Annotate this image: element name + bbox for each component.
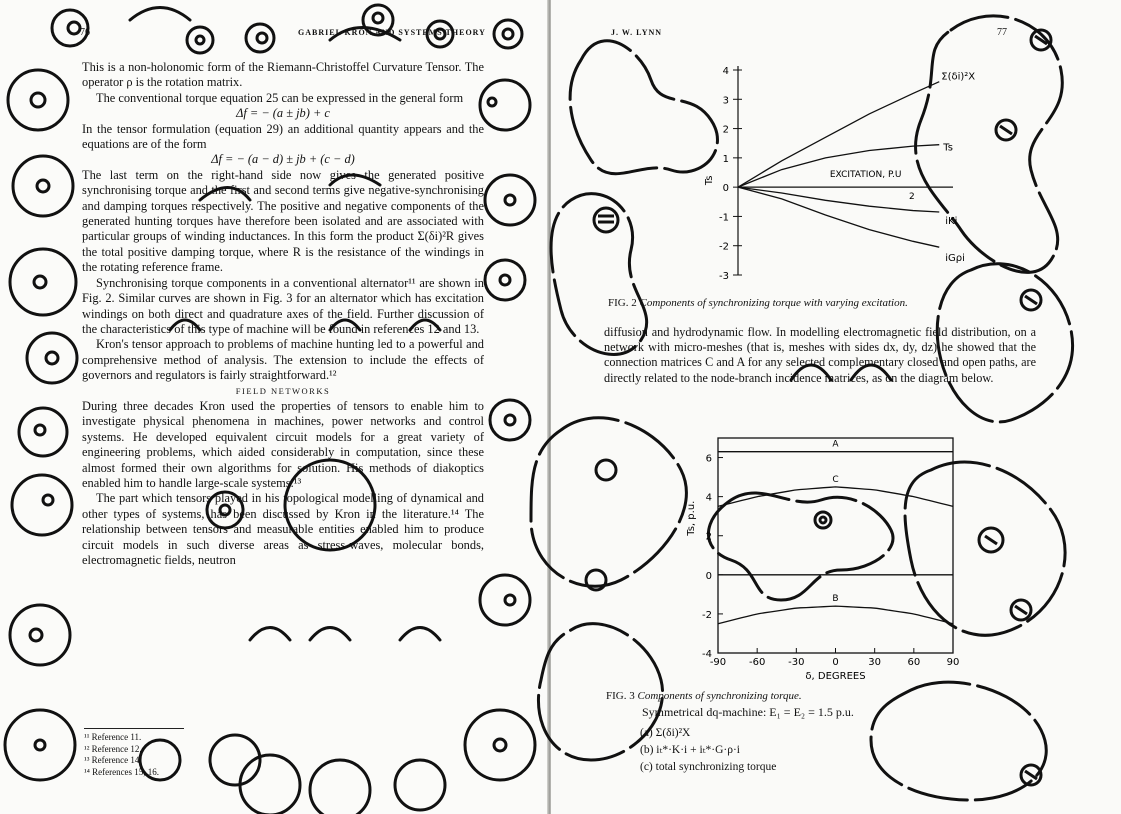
series-label: Σ(δi)²X bbox=[941, 71, 976, 83]
y-tick-label: 3 bbox=[722, 95, 729, 107]
series-label: iKi bbox=[945, 216, 958, 228]
x-tick-label: 90 bbox=[946, 657, 960, 668]
equation: Δf = − (a − d) ± jb + (c − d) bbox=[211, 152, 355, 167]
paragraph: The part which tensors played in his topological modelling of dynamical and other types of systems, has been discussed by Kron in the literature.¹⁴ The relationship between tensors and measurable entities enabled him to produce circuit models in such diverse areas as stress-waves, molecular bonds, electromagnetic fields, neutron bbox=[82, 491, 484, 567]
fig3-subcaption: Symmetrical dq-machine: E₁ = E₂ = 1.5 p.u. bbox=[642, 705, 854, 719]
legend-item: (c) total synchronizing torque bbox=[640, 761, 777, 773]
y-tick-label: 0 bbox=[705, 570, 712, 582]
fig3-chart bbox=[680, 430, 970, 685]
x-tick-label: -90 bbox=[709, 657, 727, 668]
running-head: J. W. LYNN bbox=[611, 28, 663, 37]
paragraph: During three decades Kron used the properties of tensors to enable him to investigate physical phenomena in machines, power networks and control systems. He developed equivalent circuit models for a great variety of engineering problems, which aided considerably in computation, since these almost formed their own algorithms for solution. His methods of diakoptics enabled him to handle large-scale systems.¹³ bbox=[82, 398, 484, 490]
equation: Δf = − (a ± jb) + c bbox=[236, 106, 330, 121]
x-tick-label: -60 bbox=[748, 657, 766, 668]
y-tick-label: 6 bbox=[705, 453, 712, 465]
y-axis-label: Ts bbox=[704, 175, 715, 186]
left-body bbox=[82, 60, 484, 568]
y-tick-label: -1 bbox=[719, 212, 729, 224]
series-label: B bbox=[832, 594, 839, 605]
paragraph: Synchronising torque components in a conventional alternator¹¹ are shown in Fig. 2. Similar curves are shown in Fig. 3 for an alternator which has excitation windings on both direct and quadrature axes of the field. Further discussion of the characteristics of this type of machine will be found in references 12 and 13. bbox=[82, 275, 484, 336]
x-tick-label: 0 bbox=[832, 657, 839, 668]
series-line bbox=[718, 487, 953, 507]
fig2-caption bbox=[608, 297, 908, 309]
page-number: 77 bbox=[997, 27, 1007, 38]
fig2-caption-num: FIG. 2 bbox=[608, 297, 637, 309]
paragraph: The last term on the right-hand side now gives the generated positive synchronising torque and the first and second terms give negative-synchronising and damping torques respectively. The positive and negative components of the generated hunting torques have therefore been isolated and are associated with particular groups of winding inductances. In this form the product Σ(δi)²R gives the total positive damping torque, where R is the resistance of the windings in the rotating reference frame. bbox=[82, 167, 484, 275]
y-tick-label: -4 bbox=[702, 649, 712, 660]
series-label: C bbox=[832, 474, 839, 485]
right-body: diffusion and hydrodynamic flow. In modelling electromagnetic field distribution, on a network with micro-meshes (that is, meshes with sides dx, dy, dz) he showed that the connection matrices C and A for any selected complementary closed and open paths, are directly related to the node-branch incidence matrices, as on the diagram below. bbox=[604, 325, 1036, 385]
footnote: ¹² Reference 12. bbox=[84, 743, 142, 754]
y-tick-label: 1 bbox=[722, 153, 729, 165]
fig3-caption bbox=[606, 690, 802, 702]
y-axis-label: Ts, p.u. bbox=[686, 500, 697, 536]
x-axis-label: EXCITATION, P.U bbox=[829, 169, 902, 180]
paragraph: In the tensor formulation (equation 29) an additional quantity appears and the equations are of the form bbox=[82, 121, 484, 152]
section-heading: FIELD NETWORKS bbox=[235, 385, 331, 396]
y-tick-label: 4 bbox=[705, 492, 712, 504]
series-line bbox=[718, 606, 953, 624]
plot-frame bbox=[718, 438, 953, 653]
y-tick-label: 4 bbox=[722, 66, 729, 77]
series-label: A bbox=[832, 439, 839, 450]
series-label: iGρi bbox=[945, 253, 965, 265]
series-label: Ts bbox=[943, 142, 953, 154]
paragraph: This is a non-holonomic form of the Riemann-Christoffel Curvature Tensor. The operator ρ is the rotation matrix. bbox=[82, 60, 484, 90]
x-axis-label: δ, DEGREES bbox=[805, 671, 866, 682]
footnote: ¹⁴ References 15, 16. bbox=[84, 766, 160, 777]
footnote: ¹¹ Reference 11. bbox=[84, 732, 142, 742]
x-tick-label: 60 bbox=[907, 657, 921, 668]
fig3-caption-text: Components of synchronizing torque. bbox=[637, 690, 802, 702]
y-tick-label: -2 bbox=[702, 609, 712, 621]
footnotes bbox=[84, 728, 184, 778]
page-number: 76 bbox=[80, 27, 90, 38]
paragraph: Kron's tensor approach to problems of machine hunting led to a powerful and comprehensive method of analysis. The extension to include the effects of governors and regulators is fairly straightforward.¹² bbox=[82, 337, 484, 383]
left-page bbox=[0, 0, 549, 814]
series-line bbox=[738, 145, 939, 187]
fig2-caption-text: Components of synchronizing torque with varying excitation. bbox=[639, 297, 908, 309]
y-tick-label: 2 bbox=[705, 531, 712, 543]
paragraph: The conventional torque equation 25 can be expressed in the general form bbox=[96, 90, 464, 105]
running-head: GABRIEL KRON AND SYSTEMS THEORY bbox=[298, 28, 486, 37]
fig2-chart bbox=[700, 60, 976, 285]
x-tick-label: -30 bbox=[788, 657, 805, 668]
y-tick-label: 0 bbox=[722, 183, 729, 195]
legend-item: (a) Σ(δi)²X bbox=[640, 727, 691, 739]
legend-item: (b) iₜ*·K·i + iₜ*·G·ρ·i bbox=[640, 744, 740, 756]
y-tick-label: -2 bbox=[719, 241, 729, 253]
y-tick-label: -3 bbox=[719, 271, 729, 282]
footnote: ¹³ Reference 14. bbox=[84, 755, 142, 765]
fig3-caption-num: FIG. 3 bbox=[606, 690, 635, 702]
x-tick-label: 30 bbox=[868, 657, 882, 668]
x-tick-label: 2 bbox=[909, 192, 915, 203]
fig3-legend bbox=[640, 725, 776, 776]
y-tick-label: 2 bbox=[722, 124, 729, 136]
